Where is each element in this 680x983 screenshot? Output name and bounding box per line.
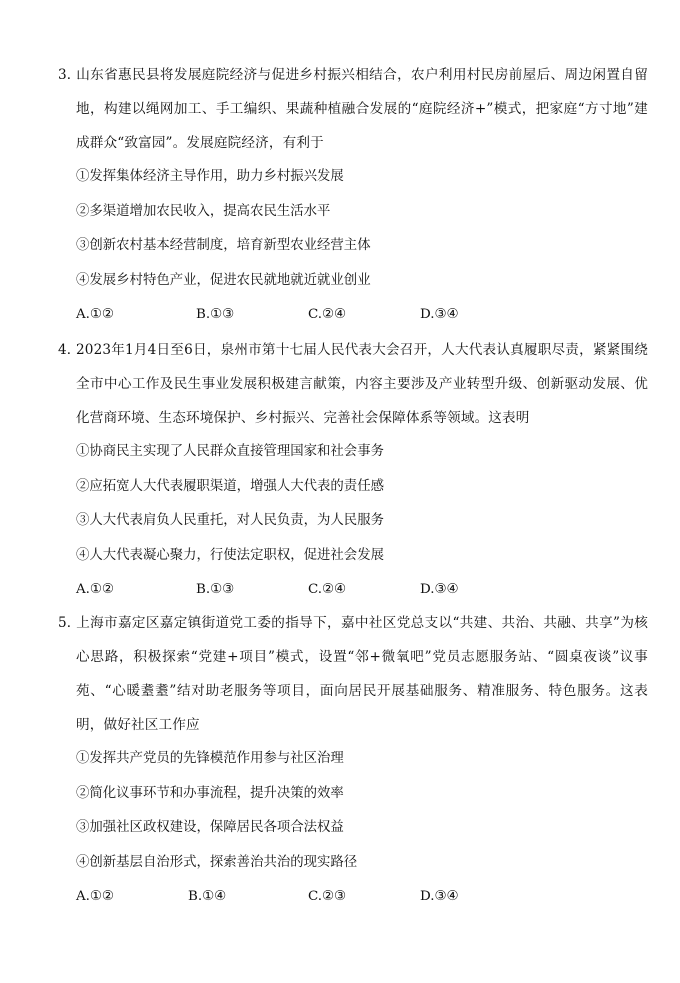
choice-d: D.③④: [420, 889, 459, 904]
statement-option: ④发展乡村特色产业，促进农民就地就近就业创业: [76, 272, 371, 288]
choice-a: A.①②: [76, 889, 114, 904]
choice-b: B.①③: [196, 582, 235, 597]
answer-choices: [58, 880, 648, 915]
statement-option: ①发挥集体经济主导作用，助力乡村振兴发展: [76, 169, 344, 184]
question-5: [58, 606, 648, 915]
choice-b: B.①④: [188, 889, 227, 904]
question-text: 山东省惠民县将发展庭院经济与促进乡村振兴相结合，农户利用村民房前屋后、周边闲置自留地，构建以绳网加工、手工编织、果蔬种植融合发展的“庭院经济+”模式，把家庭“方寸地”建成群众“致富园”。发展庭院经济，有利于: [76, 67, 648, 151]
statement-option: ②简化议事环节和办事流程，提升决策的效率: [76, 785, 344, 801]
choice-a: A.①②: [76, 582, 114, 597]
question-number: 5．: [58, 615, 81, 631]
question-number: 4．: [58, 342, 81, 358]
question-number: 3．: [58, 67, 81, 83]
statement-option: ②多渠道增加农民收入，提高农民生活水平: [76, 203, 331, 219]
choice-d: D.③④: [420, 582, 459, 597]
statement-option: ①协商民主实现了人民群众直接管理国家和社会事务: [76, 444, 384, 459]
statement-option: ④创新基层自治形式，探索善治共治的现实路径: [76, 854, 358, 870]
question-4: [58, 333, 648, 608]
statement-option: ③人大代表肩负人民重托，对人民负责，为人民服务: [76, 513, 384, 528]
question-3: [58, 58, 648, 333]
question-stem: [58, 58, 648, 160]
choice-a: A.①②: [76, 307, 114, 322]
statement-option: ④人大代表凝心聚力，行使法定职权，促进社会发展: [76, 547, 384, 563]
answer-choices: [58, 573, 648, 608]
statement-option: ①发挥共产党员的先锋模范作用参与社区治理: [76, 751, 344, 766]
choice-c: C.②④: [308, 307, 347, 322]
choice-d: D.③④: [420, 307, 459, 322]
question-stem: [58, 606, 648, 742]
choice-b: B.①③: [196, 307, 235, 322]
statement-option: ②应拓宽人大代表履职渠道，增强人大代表的责任感: [76, 478, 384, 494]
answer-choices: [58, 298, 648, 333]
question-stem: [58, 333, 648, 435]
question-text: 上海市嘉定区嘉定镇街道党工委的指导下，嘉中社区党总支以“共建、共治、共融、共享”为核心思路，积极探索“党建+项目”模式，设置“邻+微氧吧”党员志愿服务站、“圆桌夜谈”议事苑、“心暖耋耋”结对助老服务等项目，面向居民开展基础服务、精准服务、特色服务。这表明，做好社区工作应: [76, 615, 648, 733]
statement-option: ③加强社区政权建设，保障居民各项合法权益: [76, 820, 344, 835]
choice-c: C.②④: [308, 582, 347, 597]
choice-c: C.②③: [308, 889, 347, 904]
statement-option: ③创新农村基本经营制度，培育新型农业经营主体: [76, 238, 371, 253]
question-text: 2023年1月4日至6日，泉州市第十七届人民代表大会召开，人大代表认真履职尽责，紧紧围绕全市中心工作及民生事业发展积极建言献策，内容主要涉及产业转型升级、创新驱动发展、优化营商环境、生态环境保护、乡村振兴、完善社会保障体系等领域。这表明: [76, 342, 648, 426]
